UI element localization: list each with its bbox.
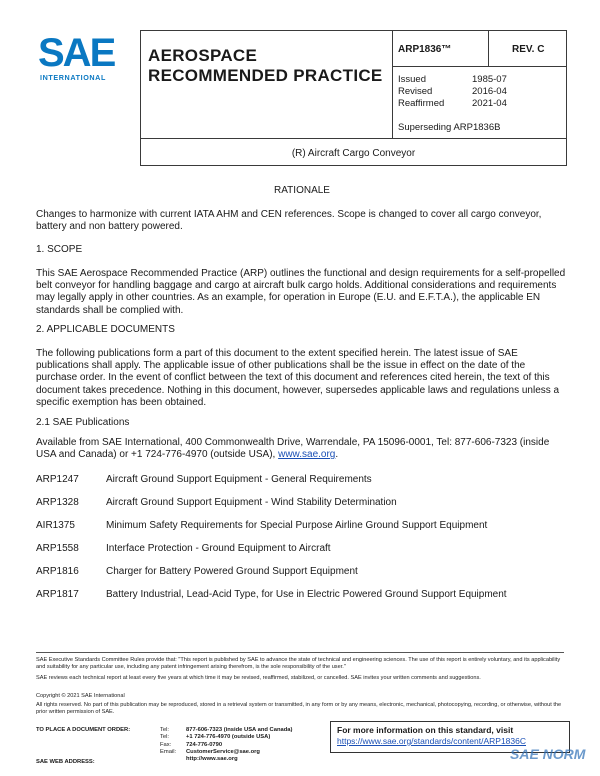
sae-website-link[interactable]: www.sae.org [278, 449, 336, 461]
applicable-heading: 2. APPLICABLE DOCUMENTS [36, 324, 175, 335]
footer-review: SAE reviews each technical report at least every five years at which time it may be revised, reaffirmed, stabilized, or cancelled. SAE invites your written comments and suggestions. [36, 675, 481, 681]
document-title: (R) Aircraft Cargo Conveyor [291, 148, 416, 159]
header-divider [392, 30, 393, 138]
contact-row: Tel: +1 724-776-4970 (outside USA) [160, 734, 271, 741]
document-type [148, 46, 388, 86]
header-divider [140, 138, 567, 139]
applicable-text: The following publications form a part of this document to the extent specified herein. The latest issue of SAE publications shall apply. The applicable issue of other publications shall be the issue in effect on the date of the purchase order. In the event of conflict between the text of this document and references cited herein, the text of this document takes precedence. Nothing in this document, however, supersedes applicable laws and regulations unless a specific exemption has been obtained. [36, 348, 560, 408]
superseding-note: Superseding ARP1836B [398, 122, 501, 133]
reference-item: ARP1816 Charger for Battery Powered Ground Support Equipment [36, 566, 358, 577]
scope-heading: 1. SCOPE [36, 244, 83, 255]
contact-row: Email: CustomerService@sae.org [160, 748, 260, 755]
scope-text: This SAE Aerospace Recommended Practice (ARP) outlines the functional and design requirements for a self-propelled belt conveyor for handling baggage and cargo at aircraft bulk cargo holds. Additional considerations and requirements may legally apply in other countries. As an example, for operation in Europe (E.U. and E.F.T.A.), the applicable EN standards shall be complied with. [36, 268, 566, 316]
reference-item: ARP1328 Aircraft Ground Support Equipment - Wind Stability Determination [36, 497, 397, 508]
reference-item: ARP1247 Aircraft Ground Support Equipment - General Requirements [36, 474, 372, 485]
standard-link[interactable]: https://www.sae.org/standards/content/ARP1836C [337, 736, 526, 746]
document-type-line: RECOMMENDED PRACTICE [148, 66, 383, 85]
contact-row: http://www.sae.org [186, 756, 238, 763]
header-divider [488, 30, 489, 66]
footer-copyright: Copyright © 2021 SAE International [36, 693, 125, 699]
svg-text:SAE: SAE [38, 33, 115, 69]
header-divider [392, 66, 567, 67]
reference-item: AIR1375 Minimum Safety Requirements for Special Purpose Airline Ground Support Equipment [36, 520, 488, 531]
watermark-logo: SAE NORM [510, 746, 586, 762]
footer-divider [36, 652, 564, 653]
sae-pubs-heading: 2.1 SAE Publications [36, 417, 130, 428]
date-row: Reaffirmed 2021-04 [398, 98, 507, 109]
rationale-heading: RATIONALE [274, 185, 330, 196]
document-type-line: AEROSPACE [148, 46, 258, 65]
sae-pubs-text: Available from SAE International, 400 Commonwealth Drive, Warrendale, PA 15096-0001, Tel: 877-606-7323 (inside USA and Canada) or +1 724-776-4970 (outside USA), www.sae.org. [36, 437, 550, 461]
footer-rules: SAE Executive Standards Committee Rules provide that: "This report is published by SAE to advance the state of technical and engineering sciences. The use of this report is entirely voluntary, and its applicability and suitability for any particular use, including any patent infringement arising therefrom, is the sole responsibility of the user." [36, 657, 561, 670]
more-info-title: For more information on this standard, visit [337, 725, 514, 735]
order-label: TO PLACE A DOCUMENT ORDER: [36, 727, 131, 733]
revision-label: REV. C [512, 44, 545, 55]
reference-item: ARP1817 Battery Industrial, Lead-Acid Type, for Use in Electric Powered Ground Support Equipment [36, 589, 507, 600]
contact-row: Fax: 724-776-0790 [160, 741, 223, 748]
footer-rights: All rights reserved. No part of this publication may be reproduced, stored in a retrieval system or transmitted, in any form or by any means, electronic, mechanical, photocopying, recording, or otherwise, without the prior written permission of SAE. [36, 702, 562, 715]
contact-row: Tel: 877-606-7323 (inside USA and Canada) [160, 727, 293, 733]
web-address-label: SAE WEB ADDRESS: [36, 759, 95, 765]
contact-list [160, 727, 292, 763]
document-number: ARP1836™ [398, 44, 452, 55]
logo-subtitle: INTERNATIONAL [40, 73, 106, 82]
rationale-text: Changes to harmonize with current IATA AHM and CEN references. Scope is changed to cover all cargo conveyor, battery and non battery powered. [36, 209, 542, 233]
date-row: Issued 1985-07 [398, 74, 507, 85]
sae-logo [38, 33, 126, 85]
date-list [398, 74, 558, 110]
date-row: Revised 2016-04 [398, 86, 507, 97]
sae-logo-mark [38, 33, 122, 69]
reference-item: ARP1558 Interface Protection - Ground Equipment to Aircraft [36, 543, 331, 554]
